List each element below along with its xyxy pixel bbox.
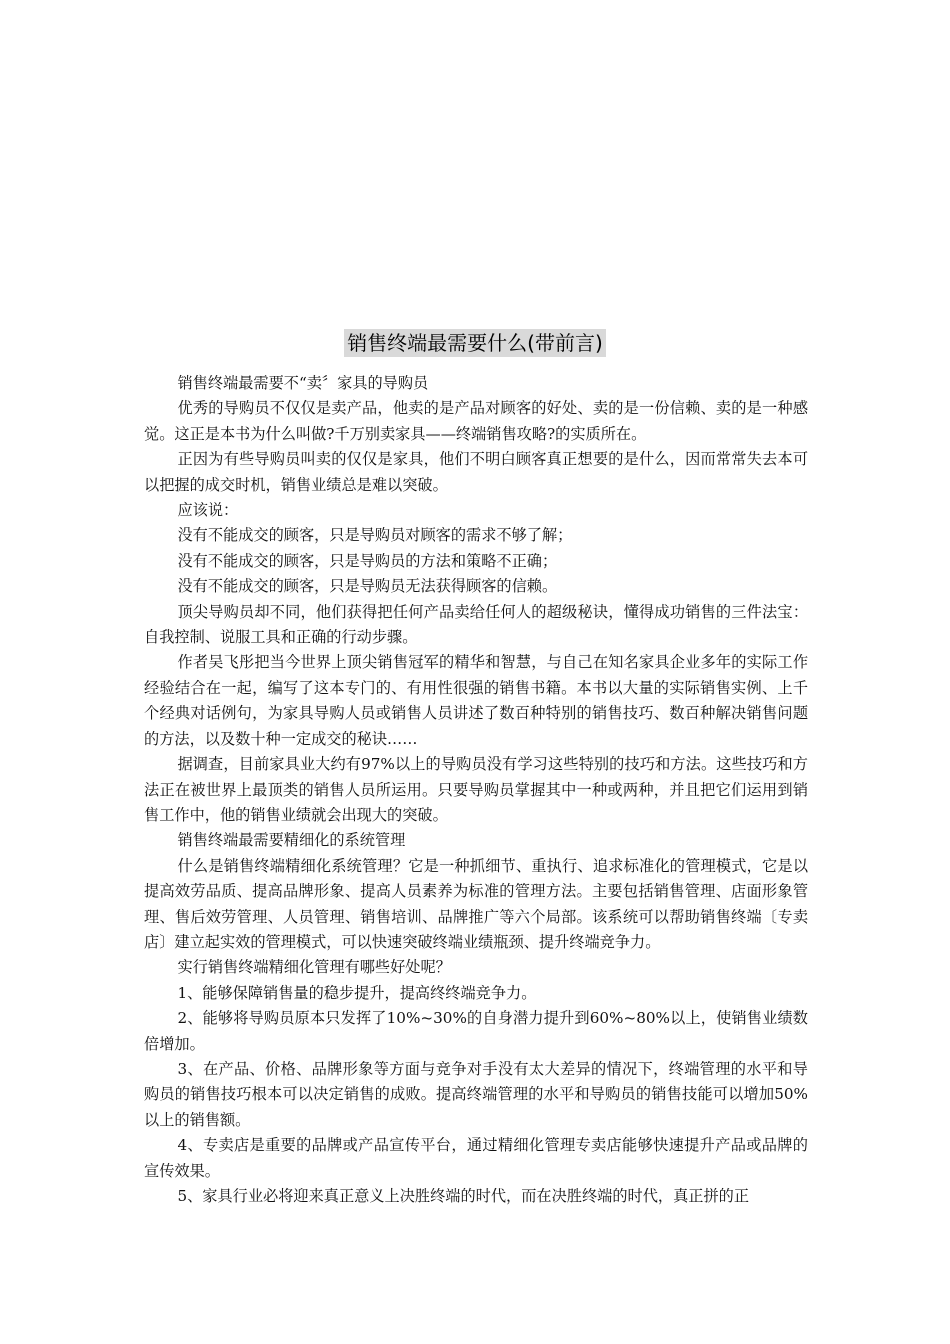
paragraph: 销售终端最需要不“卖〞家具的导购员	[177, 374, 429, 392]
list-item: 5、家具行业必将迎来真正意义上决胜终端的时代，而在决胜终端的时代，真正拼的正	[177, 1187, 750, 1205]
paragraph: 实行销售终端精细化管理有哪些好处呢？	[177, 958, 451, 977]
paragraph: 没有不能成交的顾客，只是导购员的方法和策略不正确；	[177, 551, 558, 570]
list-item: 2、能够将导购员原本只发挥了10%~30%的自身潜力提升到60%~80%以上，使销售业绩数倍增加。	[144, 1009, 808, 1053]
paragraph: 没有不能成交的顾客，只是导购员对顾客的需求不够了解；	[177, 526, 573, 545]
paragraph: 没有不能成交的顾客，只是导购员无法获得顾客的信赖。	[177, 577, 558, 596]
document-body	[144, 371, 808, 1209]
list-item: 4、专卖店是重要的品牌或产品宣传平台，通过精细化管理专卖店能够快速提升产品或品牌的宣传效果。	[144, 1136, 808, 1180]
section-heading: 销售终端最需要精细化的系统管理	[177, 831, 406, 850]
title-area	[0, 329, 950, 357]
paragraph: 作者吴飞彤把当今世界上顶尖销售冠军的精华和智慧，与自己在知名家具企业多年的实际工作经验结合在一起，编写了这本专门的、有用性很强的销售书籍。本书以大量的实际销售实例、上千个经典对话例句，为家具导购人员或销售人员讲述了数百种特别的销售技巧、数百种解决销售问题的方法，以及数十种一定成交的秘诀……	[144, 653, 808, 748]
paragraph: 正因为有些导购员叫卖的仅仅是家具，他们不明白顾客真正想要的是什么，因而常常失去本可以把握的成交时机，销售业绩总是难以突破。	[144, 450, 808, 494]
paragraph: 什么是销售终端精细化系统管理？它是一种抓细节、重执行、追求标准化的管理模式，它是以提高效劳品质、提高品牌形象、提高人员素养为标准的管理方法。主要包括销售管理、店面形象管理、售后效劳管理、人员管理、销售培训、品牌推广等六个局部。该系统可以帮助销售终端〔专卖店〕建立起实效的管理模式，可以快速突破终端业绩瓶颈、提升终端竞争力。	[144, 856, 808, 951]
paragraph: 应该说：	[177, 501, 239, 520]
paragraph: 顶尖导购员却不同，他们获得把任何产品卖给任何人的超级秘诀，懂得成功销售的三件法宝：自我控制、说服工具和正确的行动步骤。	[144, 602, 808, 647]
paragraph: 优秀的导购员不仅仅是卖产品，他卖的是产品对顾客的好处、卖的是一份信赖、卖的是一种感觉。这正是本书为什么叫做?千万别卖家具——终端销售攻略?的实质所在。	[144, 399, 808, 443]
document-title: 销售终端最需要什么(带前言)	[344, 329, 606, 357]
list-item: 1、能够保障销售量的稳步提升，提高终终端竞争力。	[177, 983, 537, 1002]
list-item: 3、在产品、价格、品牌形象等方面与竞争对手没有太大差异的情况下，终端管理的水平和导购员的销售技巧根本可以决定销售的成败。提高终端管理的水平和导购员的销售技能可以增加50%以上的销售额。	[144, 1059, 808, 1129]
paragraph: 据调查，目前家具业大约有97%以上的导购员没有学习这些特别的技巧和方法。这些技巧和方法正在被世界上最顶类的销售人员所运用。只要导购员掌握其中一种或两种，并且把它们运用到销售工作中，他的销售业绩就会出现大的突破。	[144, 755, 808, 824]
